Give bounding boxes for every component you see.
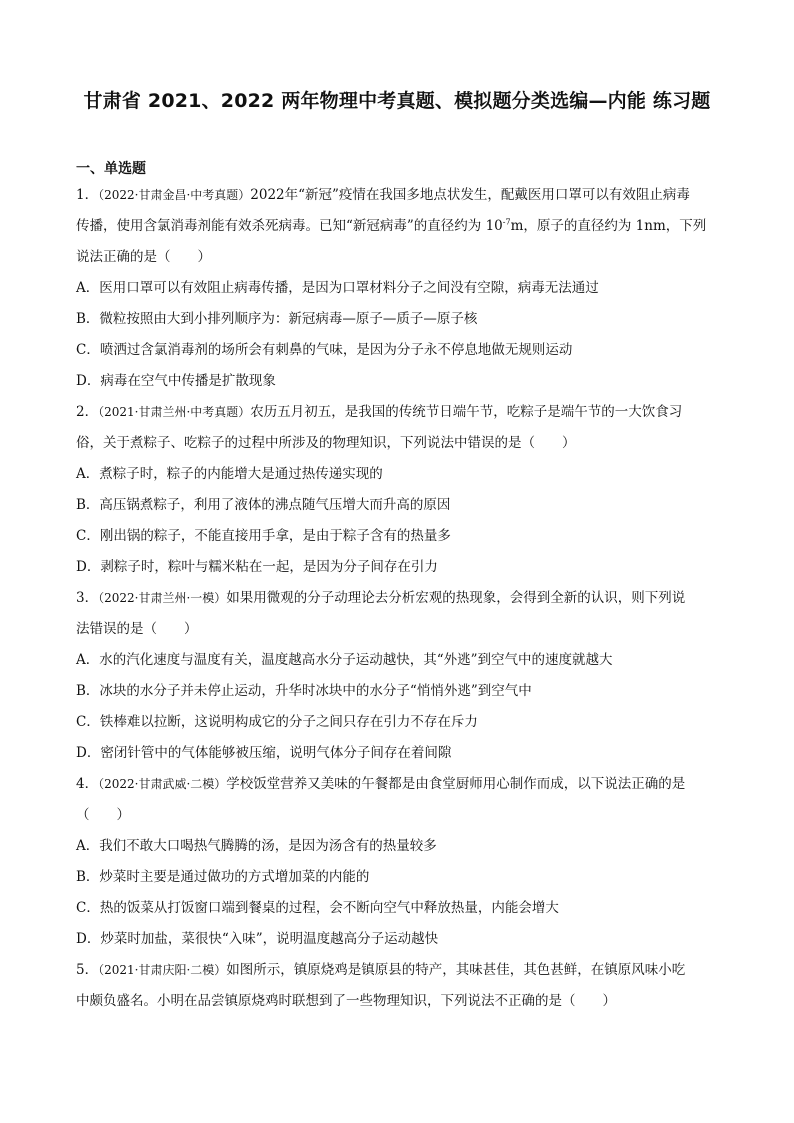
question-source: （2022·甘肃兰州·一模） (98, 591, 227, 605)
question-text: 农历五月初五，是我国的传统节日端午节，吃粽子是端午节的一大饮食习 (250, 404, 683, 420)
option-b: B．高压锅煮粽子，利用了液体的沸点随气压增大而升高的原因 (76, 497, 451, 513)
question-5 (76, 955, 718, 1017)
question-2 (76, 397, 718, 583)
option-a: A．水的汽化速度与温度有关，温度越高水分子运动越快，其“外逃”到空气中的速度就越大 (76, 652, 613, 668)
option-b: B．冰块的水分子并未停止运动，升华时冰块中的水分子“悄悄外逃”到空气中 (76, 683, 532, 699)
section-heading: 一、单选题 (76, 161, 146, 177)
option-c: C．热的饭菜从打饭窗口端到餐桌的过程，会不断向空气中释放热量，内能会增大 (76, 900, 559, 916)
question-stem-line: 说法正确的是（ ） (76, 249, 211, 265)
document-title: 甘肃省 2021、2022 两年物理中考真题、模拟题分类选编—内能 练习题 (83, 90, 711, 112)
question-text: 学校饭堂营养又美味的午餐都是由食堂厨师用心制作而成，以下说法正确的是 (226, 776, 686, 792)
question-text: m，原子的直径约为 1nm，下列 (510, 218, 707, 234)
question-number: 1． (76, 187, 99, 203)
option-a: A．煮粽子时，粽子的内能增大是通过热传递实现的 (76, 466, 383, 482)
option-a: A．我们不敢大口喝热气腾腾的汤，是因为汤含有的热量较多 (76, 838, 437, 854)
question-text: 如果用微观的分子动理论去分析宏观的热现象，会得到全新的认识，则下列说 (226, 590, 686, 606)
option-d: D．病毒在空气中传播是扩散现象 (76, 373, 276, 389)
question-1 (76, 180, 718, 397)
question-source: （2022·甘肃金昌·中考真题） (98, 188, 251, 202)
question-text: 传播，使用含氯消毒剂能有效杀死病毒。已知“新冠病毒”的直径约为 10 (76, 218, 503, 234)
option-c: C．喷洒过含氯消毒剂的场所会有刺鼻的气味，是因为分子永不停息地做无规则运动 (76, 342, 573, 358)
question-stem-line (76, 397, 718, 428)
document-content (76, 158, 718, 1017)
question-stem-line (76, 769, 718, 800)
exponent: -7 (502, 217, 511, 227)
question-stem-line (76, 180, 718, 211)
question-number: 5． (76, 962, 99, 978)
question-stem-line: （ ） (76, 807, 130, 823)
question-text: 2022年“新冠”疫情在我国多地点状发生，配戴医用口罩可以有效阻止病毒 (250, 187, 690, 203)
option-c: C．铁棒难以拉断，这说明构成它的分子之间只存在引力不存在斥力 (76, 714, 478, 730)
question-stem-line: 法错误的是（ ） (76, 621, 198, 637)
option-d: D．剥粽子时，粽叶与糯米粘在一起，是因为分子间存在引力 (76, 559, 438, 575)
question-stem-line: 俗，关于煮粽子、吃粽子的过程中所涉及的物理知识，下列说法中错误的是（ ） (76, 435, 576, 451)
option-d: D．炒菜时加盐，菜很快“入味”，说明温度越高分子运动越快 (76, 931, 439, 947)
option-d: D．密闭针管中的气体能够被压缩，说明气体分子间存在着间隙 (76, 745, 452, 761)
question-number: 2． (76, 404, 99, 420)
question-text: 如图所示，镇原烧鸡是镇原县的特产，其味甚佳，其色甚鲜，在镇原风味小吃 (226, 962, 686, 978)
question-4 (76, 769, 718, 955)
question-stem-line (76, 583, 718, 614)
question-stem-line: 中颇负盛名。小明在品尝镇原烧鸡时联想到了一些物理知识，下列说法不正确的是（ ） (76, 993, 616, 1009)
option-b: B．炒菜时主要是通过做功的方式增加菜的内能的 (76, 869, 370, 885)
question-stem-line (76, 211, 718, 242)
question-source: （2021·甘肃庆阳·二模） (98, 963, 227, 977)
question-stem-line (76, 955, 718, 986)
question-source: （2021·甘肃兰州·中考真题） (98, 405, 251, 419)
question-number: 3． (76, 590, 99, 606)
option-a: A．医用口罩可以有效阻止病毒传播，是因为口罩材料分子之间没有空隙，病毒无法通过 (76, 280, 599, 296)
option-b: B．微粒按照由大到小排列顺序为：新冠病毒—原子—质子—原子核 (76, 311, 478, 327)
question-number: 4． (76, 776, 99, 792)
option-c: C．刚出锅的粽子，不能直接用手拿，是由于粽子含有的热量多 (76, 528, 451, 544)
question-3 (76, 583, 718, 769)
question-source: （2022·甘肃武威·二模） (98, 777, 227, 791)
